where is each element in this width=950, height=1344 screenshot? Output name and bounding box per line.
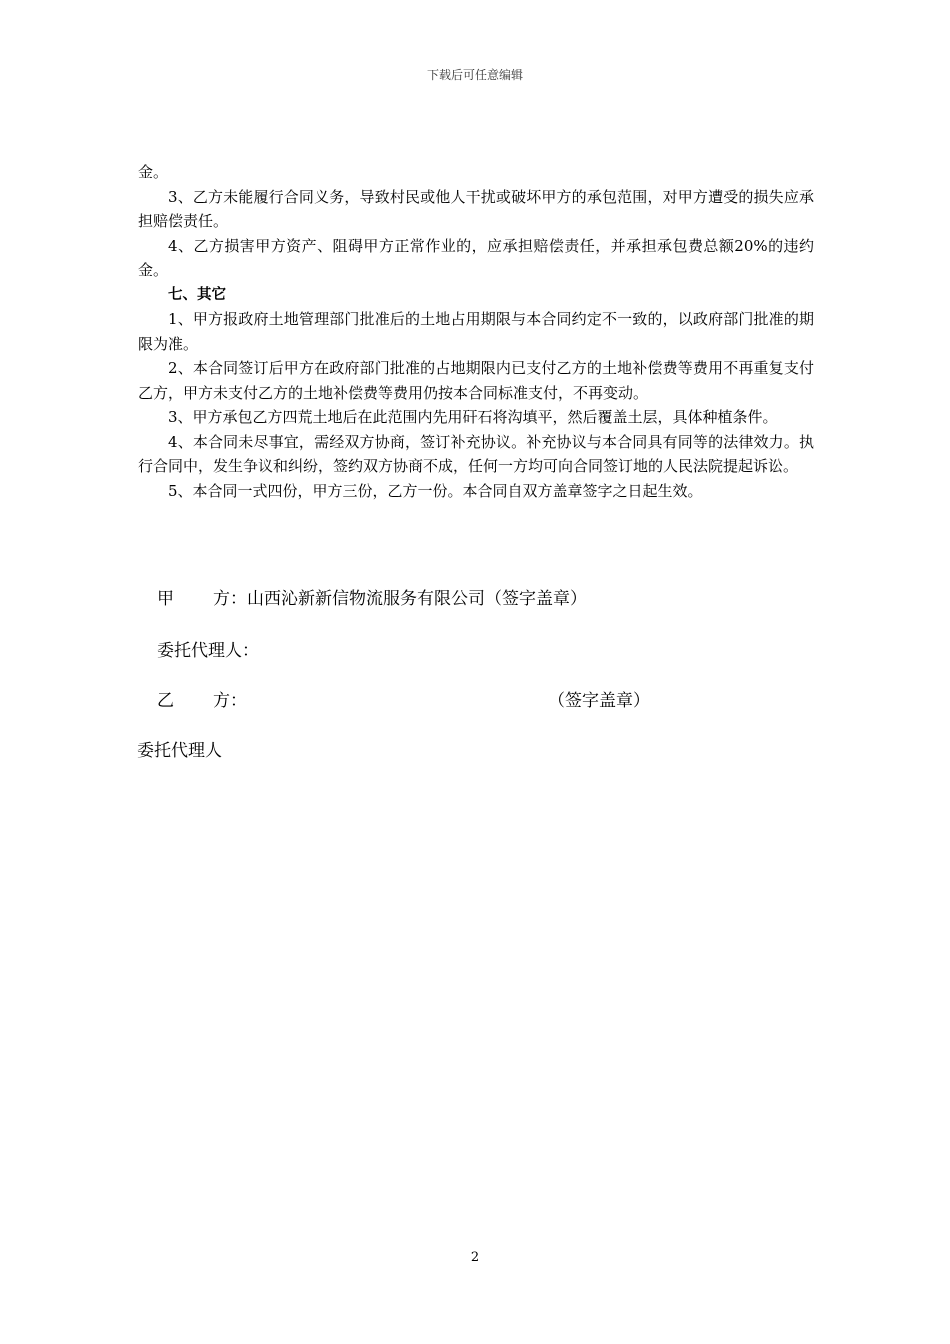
clause-paragraph: 1、甲方报政府土地管理部门批准后的土地占用期限与本合同约定不一致的，以政府部门批准的期限为准。 (138, 310, 814, 353)
clause-paragraph: 2、本合同签订后甲方在政府部门批准的占地期限内已支付乙方的土地补偿费等费用不再重复支付乙方，甲方未支付乙方的土地补偿费等费用仍按本合同标准支付，不再变动。 (138, 359, 814, 402)
party-b-label-second: 方： (213, 691, 247, 711)
party-a-label-second: 方： (213, 589, 247, 609)
section-heading: 七、其它 (168, 286, 226, 303)
party-a-name: 山西沁新新信物流服务有限公司（签字盖章） (247, 589, 587, 609)
clause-paragraph: 3、乙方未能履行合同义务，导致村民或他人干扰或破坏甲方的承包范围，对甲方遭受的损失应承担赔偿责任。 (138, 187, 814, 230)
party-b-agent-line: 委托代理人 (137, 741, 222, 761)
page-header: 下载后可任意编辑 (426, 68, 523, 82)
party-b-signature-line (157, 686, 247, 711)
clause-paragraph: 4、本合同未尽事宜，需经双方协商，签订补充协议。补充协议与本合同具有同等的法律效力。执行合同中，发生争议和纠纷，签约双方协商不成，任何一方均可向合同签订地的人民法院提起诉讼。 (138, 432, 814, 475)
page-number: 2 (470, 1250, 480, 1265)
party-b-stamp-note: （签字盖章） (548, 691, 650, 711)
party-a-agent-line: 委托代理人： (157, 641, 259, 661)
party-a-signature-line (157, 584, 587, 609)
paragraph-continuation: 金。 (138, 163, 169, 181)
party-b-label-first: 乙 (157, 691, 174, 711)
clause-paragraph: 3、甲方承包乙方四荒土地后在此范围内先用矸石将沟填平，然后覆盖土层，具体种植条件。 (168, 408, 778, 426)
contract-body (138, 160, 814, 503)
clause-paragraph: 5、本合同一式四份，甲方三份，乙方一份。本合同自双方盖章签字之日起生效。 (168, 481, 703, 500)
clause-paragraph: 4、乙方损害甲方资产、阻碍甲方正常作业的，应承担赔偿责任，并承担承包费总额20%的违约金。 (138, 236, 814, 279)
party-a-label-first: 甲 (157, 589, 174, 609)
